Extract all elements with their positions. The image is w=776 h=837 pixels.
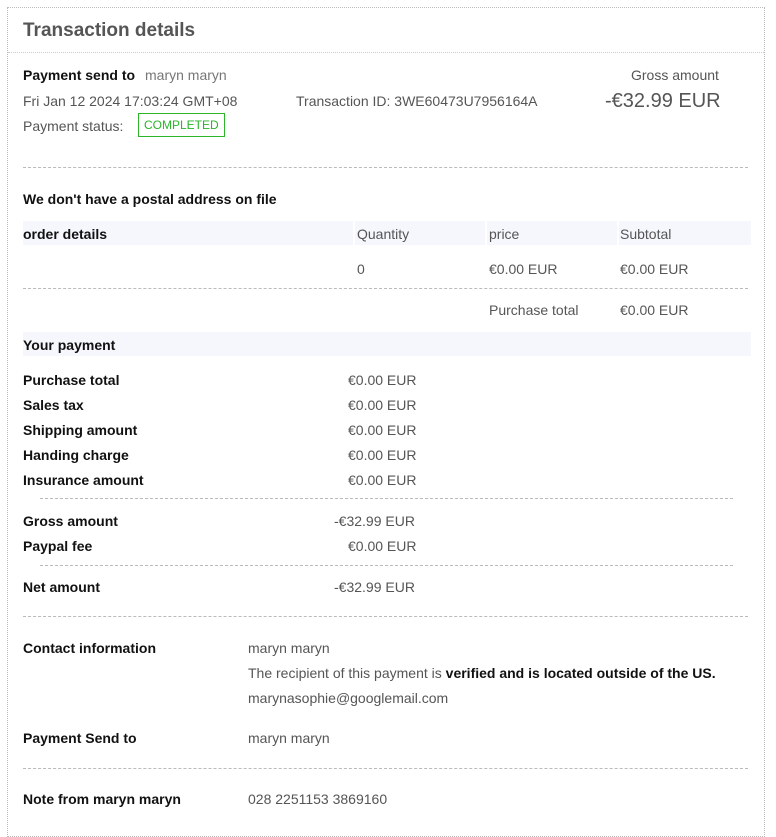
order-header-quantity: Quantity (357, 226, 410, 242)
divider (23, 616, 748, 617)
order-header-details: order details (23, 226, 108, 242)
divider (23, 167, 748, 168)
payment-row-value: €0.00 EUR (348, 397, 417, 413)
gross-value: -€32.99 EUR (334, 513, 415, 529)
net-amount-value: -€32.99 EUR (334, 579, 415, 595)
divider (40, 565, 733, 566)
payment-status-label: Payment status: (23, 118, 124, 134)
order-quantity: 0 (357, 261, 365, 277)
recipient-status-verified: verified and is located outside of the US. (445, 665, 716, 681)
payment-row-label: Handing charge (23, 447, 129, 463)
gross-amount-value: -€32.99 EUR (605, 90, 721, 112)
contact-email[interactable]: marynasophie@googlemail.com (248, 690, 449, 706)
purchase-total-value: €0.00 EUR (620, 302, 689, 318)
gross-amount-label: Gross amount (631, 67, 719, 83)
purchase-total-label: Purchase total (489, 302, 579, 318)
payment-row-value: €0.00 EUR (348, 422, 417, 438)
recipient-status-prefix: The recipient of this payment is (248, 665, 442, 681)
page-title: Transaction details (23, 20, 196, 41)
payment-row-label: Shipping amount (23, 422, 138, 438)
your-payment-heading: Your payment (23, 337, 116, 353)
contact-info-label: Contact information (23, 640, 156, 656)
payment-row-label: Purchase total (23, 372, 120, 388)
payment-send-name: maryn maryn (145, 67, 227, 83)
contact-name: maryn maryn (248, 640, 330, 656)
order-header-price: price (489, 226, 520, 242)
payment-row-value: €0.00 EUR (348, 372, 417, 388)
status-badge: COMPLETED (138, 113, 225, 137)
paypal-fee-label: Paypal fee (23, 538, 93, 554)
your-payment-band (23, 332, 751, 356)
order-header-subtotal: Subtotal (620, 226, 672, 242)
title-bar (8, 8, 764, 53)
order-price: €0.00 EUR (489, 261, 558, 277)
note-value: 028 2251153 3869160 (248, 791, 388, 807)
payment-row-value: €0.00 EUR (348, 447, 417, 463)
paypal-fee-value: €0.00 EUR (348, 538, 417, 554)
payment-send-to-label: Payment Send to (23, 730, 137, 746)
net-amount-label: Net amount (23, 579, 100, 595)
divider (23, 288, 748, 289)
postal-address-note: We don't have a postal address on file (23, 191, 277, 207)
order-subtotal: €0.00 EUR (620, 261, 689, 277)
payment-send-label: Payment send to (23, 67, 136, 83)
divider (23, 768, 748, 769)
transaction-id: Transaction ID: 3WE60473U7956164A (296, 93, 538, 109)
divider (40, 498, 733, 499)
transaction-datetime: Fri Jan 12 2024 17:03:24 GMT+08 (23, 93, 238, 109)
recipient-status (248, 665, 716, 681)
gross-label: Gross amount (23, 513, 118, 529)
note-label: Note from maryn maryn (23, 791, 181, 807)
payment-row-label: Sales tax (23, 397, 84, 413)
payment-row-value: €0.00 EUR (348, 472, 417, 488)
payment-row-label: Insurance amount (23, 472, 144, 488)
payment-send-to-value: maryn maryn (248, 730, 330, 746)
